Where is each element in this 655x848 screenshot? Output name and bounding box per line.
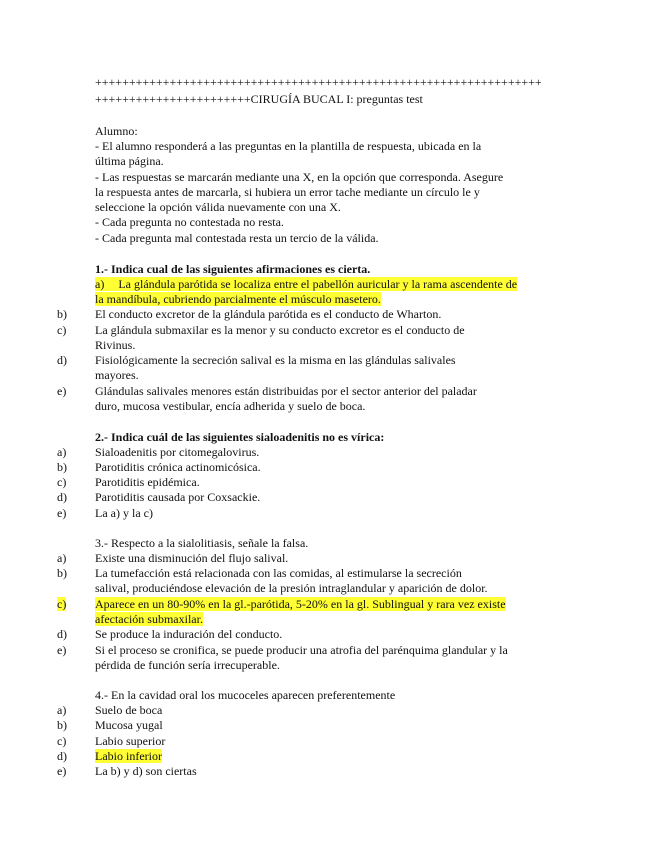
option-label: b): [57, 718, 67, 732]
instruction-line: - Cada pregunta mal contestada resta un tercio de la válida.: [95, 231, 379, 245]
instruction-line: Alumno:: [95, 124, 138, 138]
option-label: b): [57, 307, 67, 321]
question-4-option-e: La b) y d) son ciertas: [95, 764, 197, 778]
document-title: CIRUGÍA BUCAL I: preguntas test: [250, 92, 423, 106]
option-label: b): [57, 566, 67, 580]
question-3-option-d: Se produce la induración del conducto.: [95, 627, 283, 641]
option-label: c): [57, 475, 67, 489]
option-label: a): [57, 703, 67, 717]
question-3-option-a: Existe una disminución del flujo salival.: [95, 551, 289, 565]
question-2-option-e: La a) y la c): [95, 506, 153, 520]
question-3-option-c: Aparece en un 80-90% en la gl.-parótida, 5-20% en la gl. Sublingual y rara vez existe: [95, 597, 506, 611]
question-4-option-a: Suelo de boca: [95, 703, 163, 717]
question-1-option-b: El conducto excretor de la glándula parótida es el conducto de Wharton.: [95, 307, 442, 321]
option-text: Rivinus.: [95, 338, 136, 352]
option-label: b): [57, 460, 67, 474]
question-3-title: 3.- Respecto a la sialolitiasis, señale la falsa.: [95, 536, 309, 550]
question-1-option-d: Fisiológicamente la secreción salival es la misma en las glándulas salivales: [95, 353, 456, 367]
question-1-title: 1.- Indica cual de las siguientes afirmaciones es cierta.: [95, 262, 371, 276]
instruction-line: - Cada pregunta no contestada no resta.: [95, 215, 284, 229]
question-2-option-c: Parotiditis epidémica.: [95, 475, 200, 489]
question-4-title: 4.- En la cavidad oral los mucoceles aparecen preferentemente: [95, 688, 396, 702]
option-label: a): [57, 445, 67, 459]
option-label: c): [57, 734, 67, 748]
option-label: e): [57, 384, 67, 398]
option-label: e): [57, 764, 67, 778]
question-4-option-b: Mucosa yugal: [95, 718, 163, 732]
option-label: d): [57, 353, 67, 367]
option-text: mayores.: [95, 368, 139, 382]
instruction-line: - Las respuestas se marcarán mediante una X, en la opción que corresponda. Asegure: [95, 170, 504, 184]
plus-prefix: +++++++++++++++++++++++: [95, 92, 251, 106]
instruction-line: - El alumno responderá a las preguntas en la plantilla de respuesta, ubicada en la: [95, 139, 482, 153]
option-label: c): [57, 323, 67, 337]
option-label: d): [57, 749, 67, 763]
instruction-line: seleccione la opción válida nuevamente con una X.: [95, 200, 341, 214]
option-text: salival, produciéndose elevación de la presión intraglandular y aparición de dolor.: [95, 581, 488, 595]
option-label: a): [95, 277, 105, 291]
option-label: a): [57, 551, 67, 565]
document-title-line: [95, 92, 423, 107]
option-text: la mandíbula, cubriendo parcialmente el músculo masetero.: [95, 292, 381, 306]
option-text: La glándula parótida se localiza entre el pabellón auricular y la rama ascendente de: [118, 277, 518, 291]
question-2-option-a: Sialoadenitis por citomegalovirus.: [95, 445, 260, 459]
question-1-option-e: Glándulas salivales menores están distribuidas por el sector anterior del paladar: [95, 384, 477, 398]
question-1-option-c: La glándula submaxilar es la menor y su conducto excretor es el conducto de: [95, 323, 465, 337]
question-2-option-d: Parotiditis causada por Coxsackie.: [95, 490, 261, 504]
question-3-option-e: Si el proceso se cronifica, se puede producir una atrofia del parénquima glandular y la: [95, 643, 508, 657]
instruction-line: la respuesta antes de marcarla, si hubiera un error tache mediante un círculo le y: [95, 185, 480, 199]
question-2-title: 2.- Indica cuál de las siguientes sialoadenitis no es vírica:: [95, 430, 385, 444]
option-label: d): [57, 490, 67, 504]
option-label: d): [57, 627, 67, 641]
option-label: c): [57, 597, 67, 611]
question-1-option-a: [95, 277, 517, 292]
question-4-option-d: Labio inferior: [95, 749, 162, 763]
question-3-option-b: La tumefacción está relacionada con las comidas, al estimularse la secreción: [95, 566, 462, 580]
option-label: e): [57, 506, 67, 520]
question-2-option-b: Parotiditis crónica actinomicósica.: [95, 460, 261, 474]
option-text: pérdida de función sería irrecuperable.: [95, 658, 280, 672]
instruction-line: última página.: [95, 154, 164, 168]
option-text: afectación submaxilar.: [95, 612, 203, 626]
option-label: e): [57, 643, 67, 657]
option-text: duro, mucosa vestibular, encía adherida y suelo de boca.: [95, 399, 366, 413]
plus-divider: ++++++++++++++++++++++++++++++++++++++++++++++++++++++++++++++++++: [95, 75, 542, 89]
question-4-option-c: Labio superior: [95, 734, 166, 748]
